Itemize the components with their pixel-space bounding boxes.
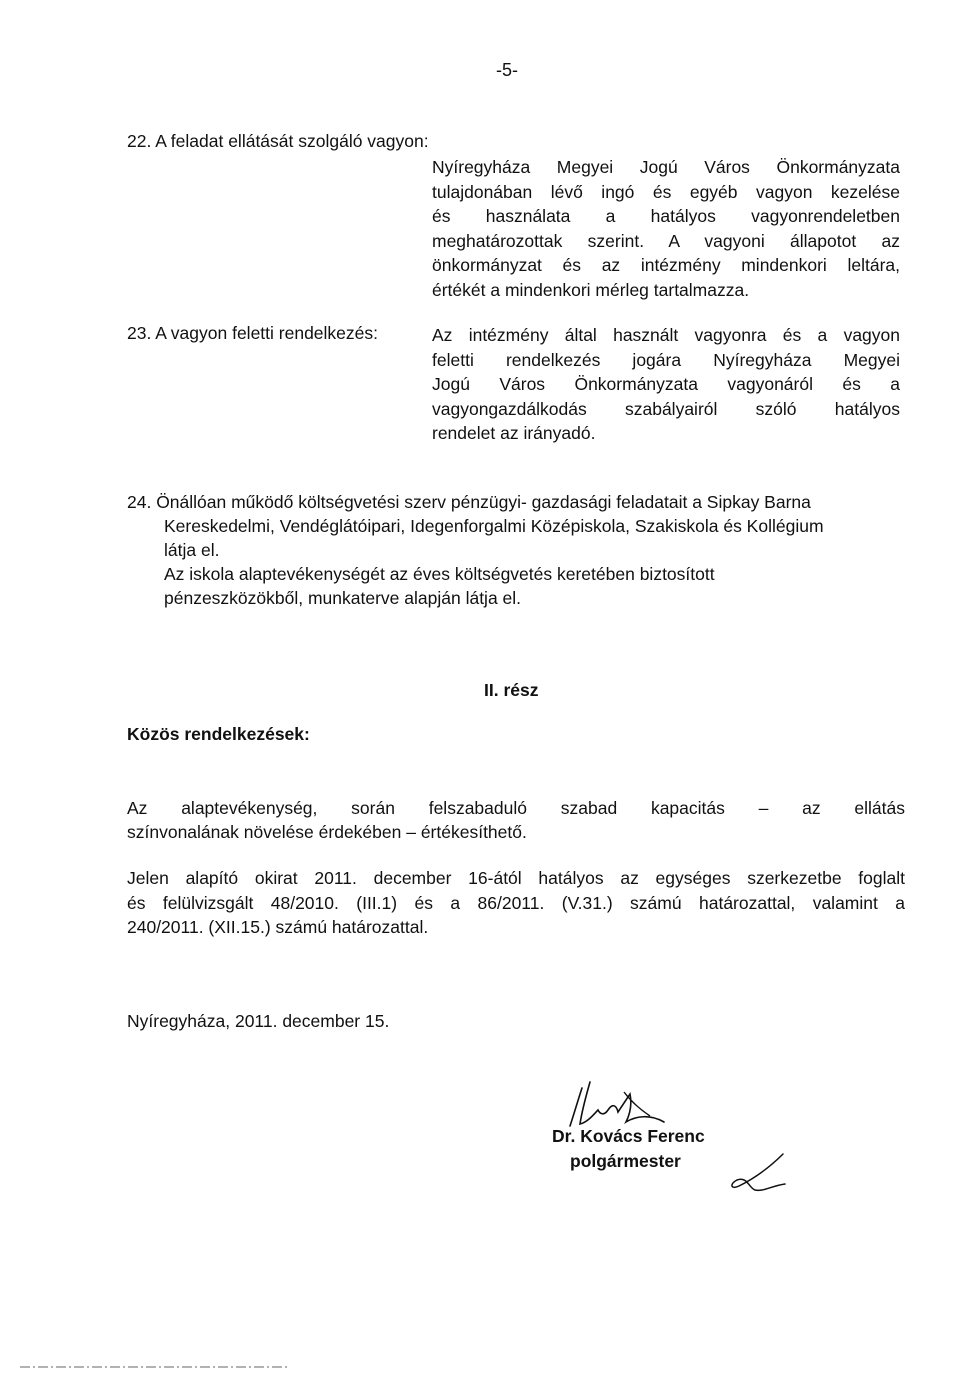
text-line: és felülvizsgált 48/2010. (III.1) és a 86/2011. (V.31.) számú határozattal, valamint a <box>127 892 905 913</box>
text-line: meghatározottak szerint. A vagyoni állapotot az <box>432 230 900 251</box>
text-line: önkormányzat és az intézmény mindenkori leltára, <box>432 255 900 275</box>
text-line: és használata a hatályos vagyonrendeletben <box>432 206 900 226</box>
part-title: II. rész <box>484 680 539 700</box>
page-number: -5- <box>496 60 518 80</box>
text-line: Kereskedelmi, Vendéglátóipari, Idegenforgalmi Középiskola, Szakiskola és Kollégium <box>164 516 824 536</box>
text-line: rendelet az irányadó. <box>432 423 596 443</box>
handwritten-signature <box>560 1070 710 1130</box>
item-22-heading: 22. A feladat ellátását szolgáló vagyon: <box>127 131 429 151</box>
text-line: vagyongazdálkodás szabályairól szóló hatályos <box>432 398 900 419</box>
text-line: tulajdonában lévő ingó és egyéb vagyon kezelése <box>432 181 900 202</box>
section-heading: Közös rendelkezések: <box>127 724 310 744</box>
item-23-heading: 23. A vagyon feletti rendelkezés: <box>127 323 378 343</box>
text-line: 240/2011. (XII.15.) számú határozattal. <box>127 917 429 937</box>
footer-rule <box>0 1362 300 1372</box>
place-and-date: Nyíregyháza, 2011. december 15. <box>127 1011 390 1031</box>
text-line: látja el. <box>164 540 220 560</box>
text-line: Jogú Város Önkormányzata vagyonáról és a <box>432 374 900 394</box>
signatory-name: Dr. Kovács Ferenc <box>552 1126 705 1146</box>
text-line: értékét a mindenkori mérleg tartalmazza. <box>432 279 750 300</box>
text-line: Az alaptevékenység, során felszabaduló szabad kapacitás – az ellátás <box>127 798 905 818</box>
text-line: feletti rendelkezés jogára Nyíregyháza Megyei <box>432 349 900 370</box>
text-line: Jelen alapító okirat 2011. december 16-ától hatályos az egységes szerkezetbe foglalt <box>127 868 905 888</box>
text-line: Az iskola alaptevékenységét az éves költségvetés keretében biztosított <box>164 564 715 584</box>
text-line: Nyíregyháza Megyei Jogú Város Önkormányzata <box>432 157 900 177</box>
signatory-title: polgármester <box>570 1151 681 1171</box>
item-24-text <box>127 490 957 610</box>
paragraph-capacity <box>127 796 905 844</box>
item-23-text <box>432 323 900 446</box>
text-line: 24. Önállóan működő költségvetési szerv pénzügyi- gazdasági feladatait a Sipkay Barna <box>127 492 811 512</box>
text-line: Az intézmény által használt vagyonra és a vagyon <box>432 325 900 345</box>
text-line: pénzeszközökből, munkaterve alapján látja el. <box>164 588 522 608</box>
item-22-text <box>432 155 900 302</box>
handwritten-initials <box>725 1150 795 1195</box>
text-line: színvonalának növelése érdekében – értékesíthető. <box>127 822 527 842</box>
paragraph-validity <box>127 866 905 940</box>
